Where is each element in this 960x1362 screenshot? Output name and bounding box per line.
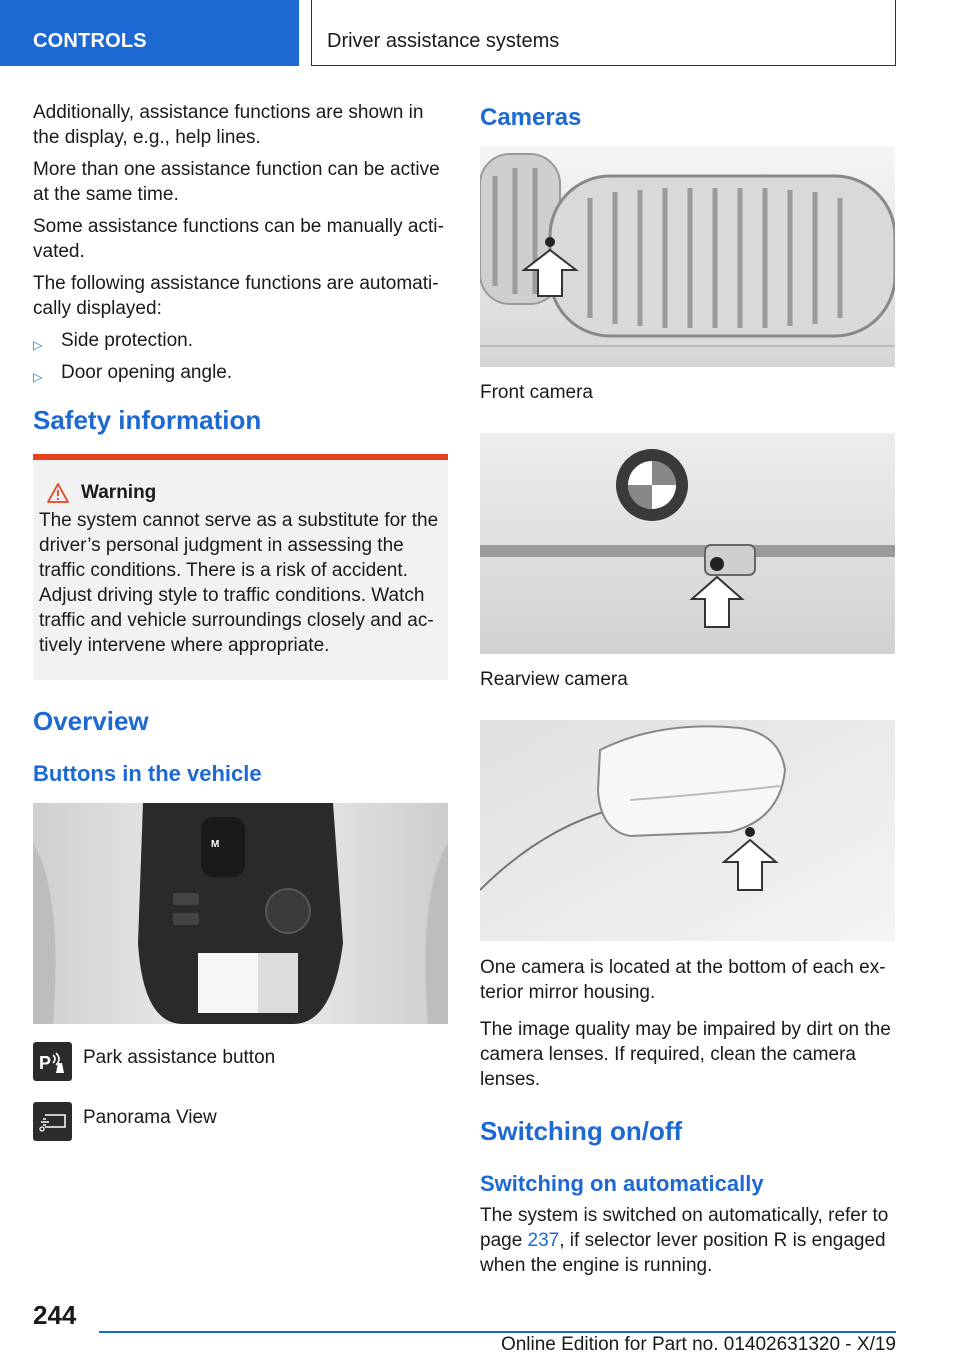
auto-heading: Switching on automatically: [480, 1171, 764, 1196]
auto-paragraph: The system is switched on automatically, refer to page 237, if selector lever position R is engaged when the engine is running.: [480, 1205, 889, 1276]
warning-triangle-icon: [47, 483, 69, 503]
triangle-bullet-icon: ▷: [33, 370, 43, 384]
page-number: 244: [33, 1300, 77, 1330]
rear-trunk-drawing: [480, 433, 895, 654]
button-label: Panorama View: [83, 1107, 217, 1128]
button-item: [33, 1102, 448, 1141]
right-column: [480, 100, 896, 1285]
paragraph: The image quality may be impaired by dirt on the camera lenses. If required, clean the camera lenses.: [480, 1019, 891, 1090]
list-item: ▷ Door opening angle.: [33, 360, 448, 385]
warning-text: The system cannot serve as a substitute for the driver’s personal judgment in assessing the traffic conditions. There is a risk of accident. Adjust driving style to traffic conditions. Watch traffic and vehicle surroundings closely and ac-tively intervene where appropriate.: [39, 510, 439, 656]
paragraph: Some assistance functions can be manually acti-vated.: [33, 216, 444, 262]
warning-title: Warning: [47, 482, 442, 504]
overview-heading: Overview: [33, 706, 149, 736]
mirror-camera-illustration: [480, 720, 895, 941]
front-grille-drawing: [480, 146, 895, 367]
bullet-list: [33, 328, 448, 385]
exterior-mirror-drawing: [480, 720, 895, 941]
cameras-heading: Cameras: [480, 104, 582, 131]
paragraph: The following assistance functions are automati-cally displayed:: [33, 273, 439, 319]
park-assist-icon: [33, 1042, 72, 1081]
page-reference-link[interactable]: 237: [527, 1230, 560, 1251]
left-column: [33, 100, 448, 1141]
rearview-camera-illustration: [480, 433, 895, 654]
paragraph: One camera is located at the bottom of each ex-terior mirror housing.: [480, 957, 886, 1003]
center-console-drawing: [33, 803, 448, 1024]
switching-heading: Switching on/off: [480, 1116, 683, 1146]
rearview-camera-caption: Rearview camera: [480, 669, 628, 690]
section-tab: CONTROLS: [0, 0, 299, 66]
button-item: [33, 1042, 448, 1081]
footer-divider: [99, 1331, 896, 1333]
svg-text:M: M: [211, 839, 220, 850]
paragraph: More than one assistance function can be active at the same time.: [33, 159, 440, 205]
panorama-view-icon: [33, 1102, 72, 1141]
front-camera-illustration: [480, 146, 895, 367]
center-console-illustration: [33, 803, 448, 1024]
paragraph: Additionally, assistance functions are shown in the display, e.g., help lines.: [33, 102, 424, 148]
safety-heading: Safety information: [33, 405, 262, 435]
chapter-title: Driver assistance systems: [311, 0, 896, 66]
svg-text:P: P: [38, 1052, 51, 1073]
warning-box: [33, 454, 448, 680]
button-label: Park assistance button: [83, 1047, 276, 1068]
list-item: ▷ Side protection.: [33, 328, 448, 353]
front-camera-caption: Front camera: [480, 382, 593, 403]
triangle-bullet-icon: ▷: [33, 338, 43, 352]
buttons-heading: Buttons in the vehicle: [33, 761, 262, 786]
page-header: [0, 0, 960, 66]
edition-text: Online Edition for Part no. 01402631320 - X/19: [500, 1334, 896, 1355]
